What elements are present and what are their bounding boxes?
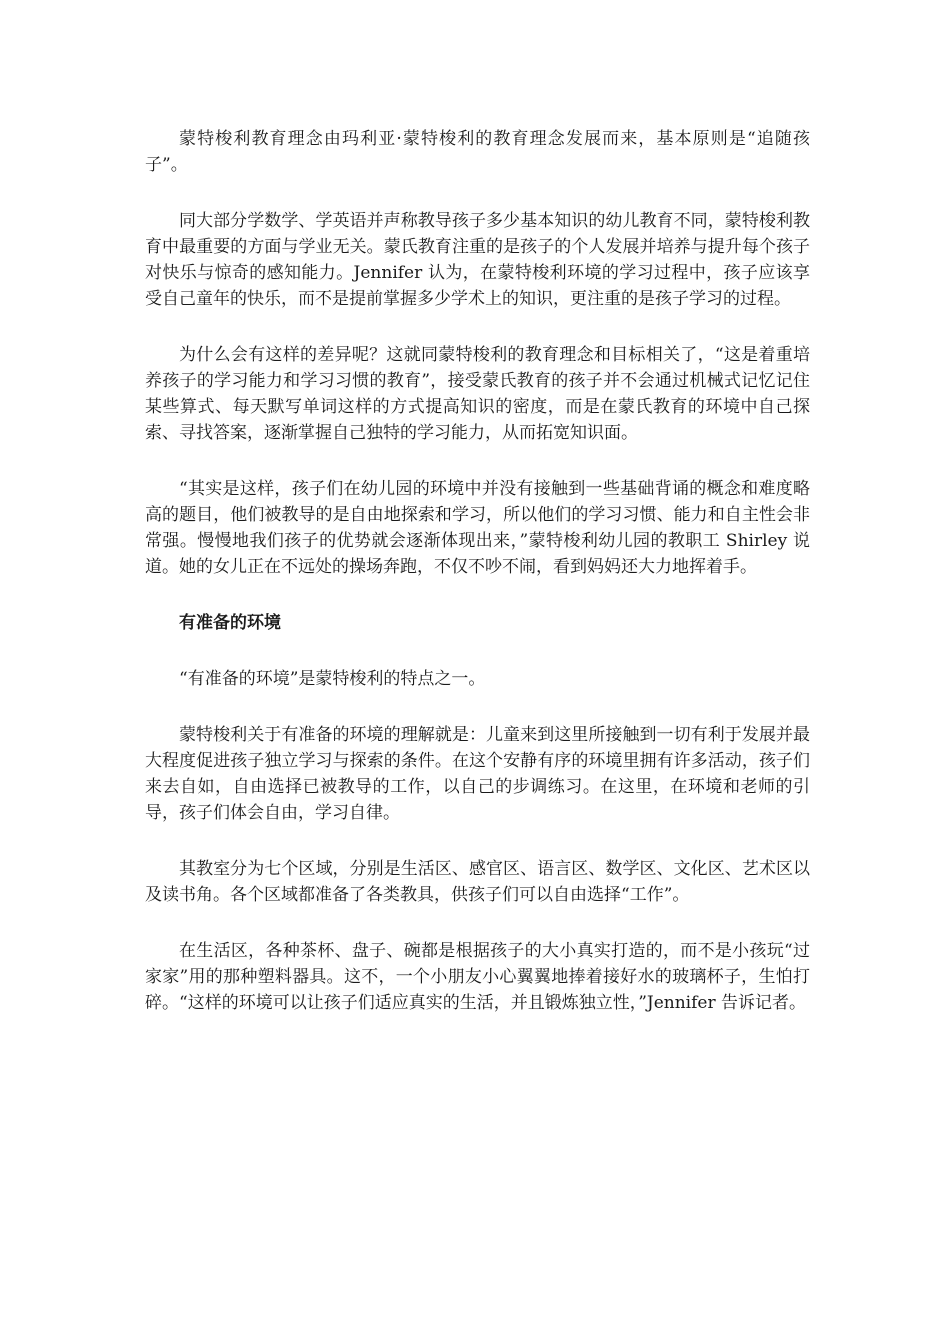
paragraph-feature: “有准备的环境”是蒙特梭利的特点之一。: [179, 669, 486, 689]
paragraph-shirley-quote: “其实是这样，孩子们在幼儿园的环境中并没有接触到一些基础背诵的概念和难度略高的题目，他们被教导的是自由地探索和学习，所以他们的学习习惯、能力和自主性会非常强。慢慢地我们孩子的优势就会逐渐体现出来，”蒙特梭利幼儿园的教职工 Shirley 说道。她的女儿正在不远处的操场奔跑，不仅不吵不闹，看到妈妈还大力地挥着手。: [145, 479, 810, 577]
paragraph-difference: 同大部分学数学、学英语并声称教导孩子多少基本知识的幼儿教育不同，蒙特梭利教育中最重要的方面与学业无关。蒙氏教育注重的是孩子的个人发展并培养与提升每个孩子对快乐与惊奇的感知能力。Jennifer 认为，在蒙特梭利环境的学习过程中，孩子应该享受自己童年的快乐，而不是提前掌握多少学术上的知识，更注重的是孩子学习的过程。: [145, 211, 810, 309]
paragraph-reason: 为什么会有这样的差异呢？这就同蒙特梭利的教育理念和目标相关了，“这是着重培养孩子的学习能力和学习习惯的教育”，接受蒙氏教育的孩子并不会通过机械式记忆记住某些算式、每天默写单词这样的方式提高知识的密度，而是在蒙氏教育的环境中自己探索、寻找答案，逐渐掌握自己独特的学习能力，从而拓宽知识面。: [145, 345, 810, 443]
paragraph-principle: 蒙特梭利教育理念由玛利亚·蒙特梭利的教育理念发展而来，基本原则是“追随孩子”。: [145, 129, 810, 175]
paragraph-classroom-areas: 其教室分为七个区域，分别是生活区、感官区、语言区、数学区、文化区、艺术区以及读书角。各个区域都准备了各类教具，供孩子们可以自由选择“工作”。: [145, 859, 810, 905]
section-heading: 有准备的环境: [179, 613, 281, 633]
paragraph-life-area: 在生活区，各种茶杯、盘子、碗都是根据孩子的大小真实打造的，而不是小孩玩“过家家”用的那种塑料器具。这不，一个小朋友小心翼翼地捧着接好水的玻璃杯子，生怕打碎。“这样的环境可以让孩子们适应真实的生活，并且锻炼独立性，”Jennifer 告诉记者。: [145, 941, 810, 1013]
document-page: [145, 126, 810, 1046]
paragraph-environment: 蒙特梭利关于有准备的环境的理解就是：儿童来到这里所接触到一切有利于发展并最大程度促进孩子独立学习与探索的条件。在这个安静有序的环境里拥有许多活动，孩子们来去自如，自由选择已被教导的工作，以自己的步调练习。在这里，在环境和老师的引导，孩子们体会自由，学习自律。: [145, 725, 810, 823]
